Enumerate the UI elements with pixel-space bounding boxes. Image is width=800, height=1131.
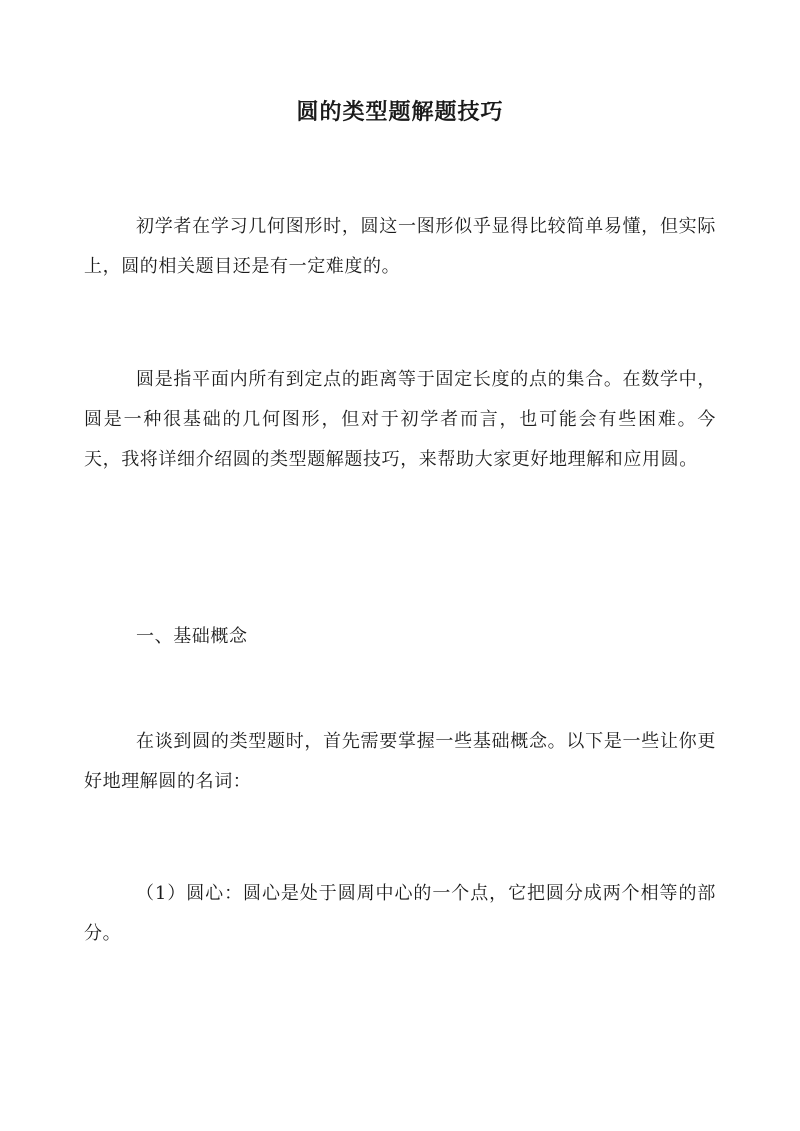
definition-paragraph: 圆是指平面内所有到定点的距离等于固定长度的点的集合。在数学中，圆是一种很基础的几何图形，但对于初学者而言，也可能会有些困难。今天，我将详细介绍圆的类型题解题技巧，来帮助大家更好地理解和应用圆。	[84, 369, 716, 470]
basic-concepts-paragraph: 在谈到圆的类型题时，首先需要掌握一些基础概念。以下是一些让你更好地理解圆的名词：	[84, 731, 716, 792]
term-center-paragraph: （1）圆心：圆心是处于圆周中心的一个点，它把圆分成两个相等的部分。	[84, 883, 716, 944]
section-heading-basic-concepts: 一、基础概念	[136, 626, 248, 647]
document-title: 圆的类型题解题技巧	[296, 99, 504, 125]
intro-paragraph: 初学者在学习几何图形时，圆这一图形似乎显得比较简单易懂，但实际上，圆的相关题目还是有一定难度的。	[84, 216, 716, 277]
